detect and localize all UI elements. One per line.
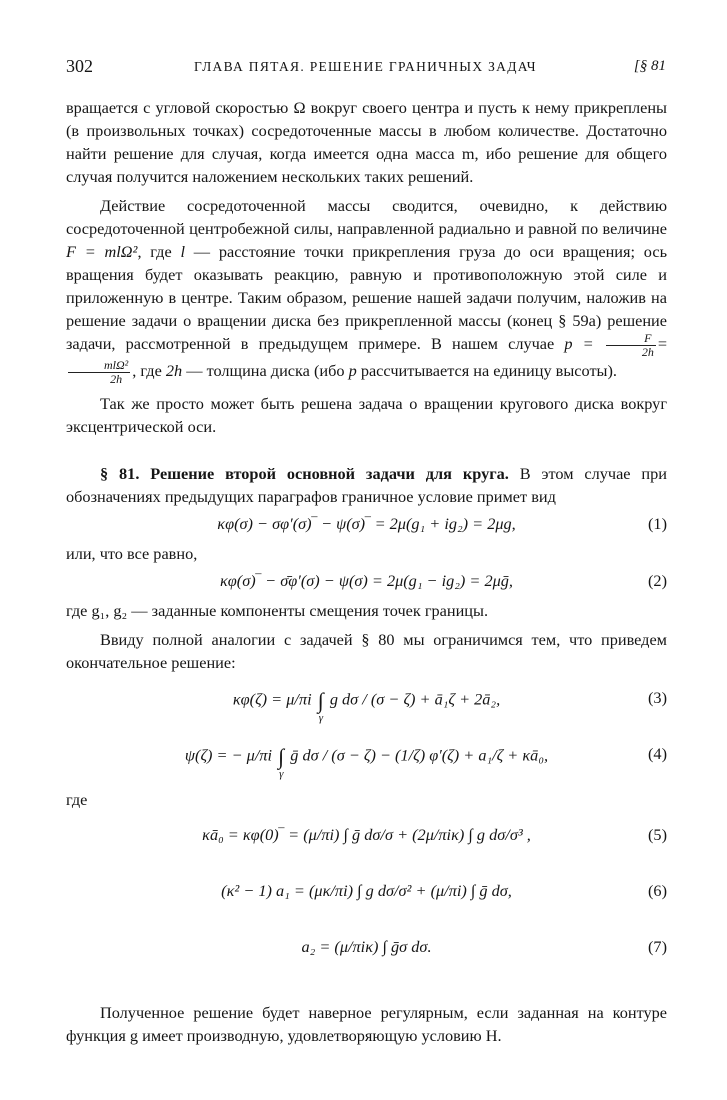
equation-3: κφ(ζ) = μ/πi ∫ γ g dσ / (σ − ζ) + ā₁ζ + 2ā₂, (3) xyxy=(232,688,667,724)
section-heading: § 81. Решение второй основной задачи для круга. xyxy=(100,464,509,483)
equation-7: a₂ = (μ/πiκ) ∫ ḡσ dσ. (7) xyxy=(301,937,667,956)
fraction-mlOmega-over-2h: $\frac{\text{mlΩ²}}{2h}$ xyxy=(68,359,130,386)
paragraph-analogy: Ввиду полной аналогии с задачей § 80 мы ограничимся тем, что приведем окончательное решение: xyxy=(66,630,667,672)
equation-2-expression: κφ(σ)‾ − σ̄φ′(σ) − ψ(σ) = 2μ(g₁ − ig₂) = 2μḡ, xyxy=(219,571,513,590)
paragraph-displacement-components: где g₁, g₂ — заданные компоненты смещения точек границы. xyxy=(66,601,489,620)
section-81-intro: § 81. Решение второй основной задачи для круга. В этом случае при обозначениях предыдущих параграфов граничное условие примет вид xyxy=(66,464,667,506)
paragraph-eccentric-axis: Так же просто может быть решена задача о вращении кругового диска вокруг эксцентрической оси. xyxy=(66,394,667,436)
text-where: где xyxy=(66,790,88,809)
fraction-F-over-2h: $\frac{F}{2h}$ xyxy=(606,332,656,359)
equation-6-number: (6) xyxy=(648,881,667,900)
running-header xyxy=(66,56,666,80)
equation-6: (κ² − 1) a₁ = (μκ/πi) ∫ g dσ/σ² + (μ/πi) ∫ ḡ dσ, (6) xyxy=(221,881,667,900)
equation-5: κā₀ = κφ(0)‾ = (μ/πi) ∫ ḡ dσ/σ + (2μ/πiκ) ∫ g dσ/σ³ , (5) xyxy=(202,825,667,844)
integral-sign: ∫ γ xyxy=(278,744,285,780)
equation-4: ψ(ζ) = − μ/πi ∫ γ ḡ dσ / (σ − ζ) − (1/ζ) φ′(ζ) + a₁/ζ + κā₀, (4) xyxy=(184,744,667,780)
paragraph-regularity: Полученное решение будет наверное регулярным, если заданная на контуре функция g имеет производную, удовлетворяющую условию H. xyxy=(66,1003,667,1045)
equation-5-number: (5) xyxy=(648,825,667,844)
equation-7-number: (7) xyxy=(648,937,667,956)
paragraph-continuation: вращается с угловой скоростью Ω вокруг своего центра и пусть к нему прикреплены (в произвольных точках) сосредоточенные массы в любом количестве. Достаточно найти решение для случая, когда имеется одна масса m, ибо решение для общего случая получится наложением нескольких таких решений. xyxy=(66,98,667,186)
formula-force: F = mlΩ² xyxy=(66,242,138,261)
integral-sign: ∫ γ xyxy=(317,688,324,724)
paragraph-centrifugal-force: Действие сосредоточенной массы сводится, очевидно, к действию сосредоточенной центробежной силы, направленной радиально и равной по величине F = mlΩ², где l — расстояние точки прикрепления груза до оси вращения; ось вращения будет оказывать реакцию, равную и противоположную этой силе и приложенную в центре. Таким образом, решение нашей задачи получим, наложив на решение задачи о вращении диска без прикрепленной массы (конец § 59а) решение задачи, рассмотренной в предыдущем примере. В нашем случае p = $\frac{F}{2h}$ = $\frac{\text{mlΩ²}}{2h}$ , где 2h — толщина диска (ибо p рассчитывается на единицу высоты). xyxy=(66,196,667,386)
section-reference: [§ 81 xyxy=(633,58,666,74)
equation-1-number: (1) xyxy=(648,514,667,533)
equation-2 xyxy=(66,565,667,599)
page-number: 302 xyxy=(66,56,93,76)
running-title: ГЛАВА ПЯТАЯ. РЕШЕНИЕ ГРАНИЧНЫХ ЗАДАЧ xyxy=(194,59,537,74)
equation-2-number: (2) xyxy=(648,571,667,590)
equation-4-number: (4) xyxy=(648,744,667,763)
equation-1 xyxy=(66,508,667,542)
equation-1-expression: κφ(σ) − σφ′(σ)‾ − ψ(σ)‾ = 2μ(g₁ + ig₂) = 2μg, xyxy=(217,514,516,533)
page-body xyxy=(66,96,667,1047)
text-or-equivalently: или, что все равно, xyxy=(66,544,198,563)
equation-3-number: (3) xyxy=(648,688,667,707)
